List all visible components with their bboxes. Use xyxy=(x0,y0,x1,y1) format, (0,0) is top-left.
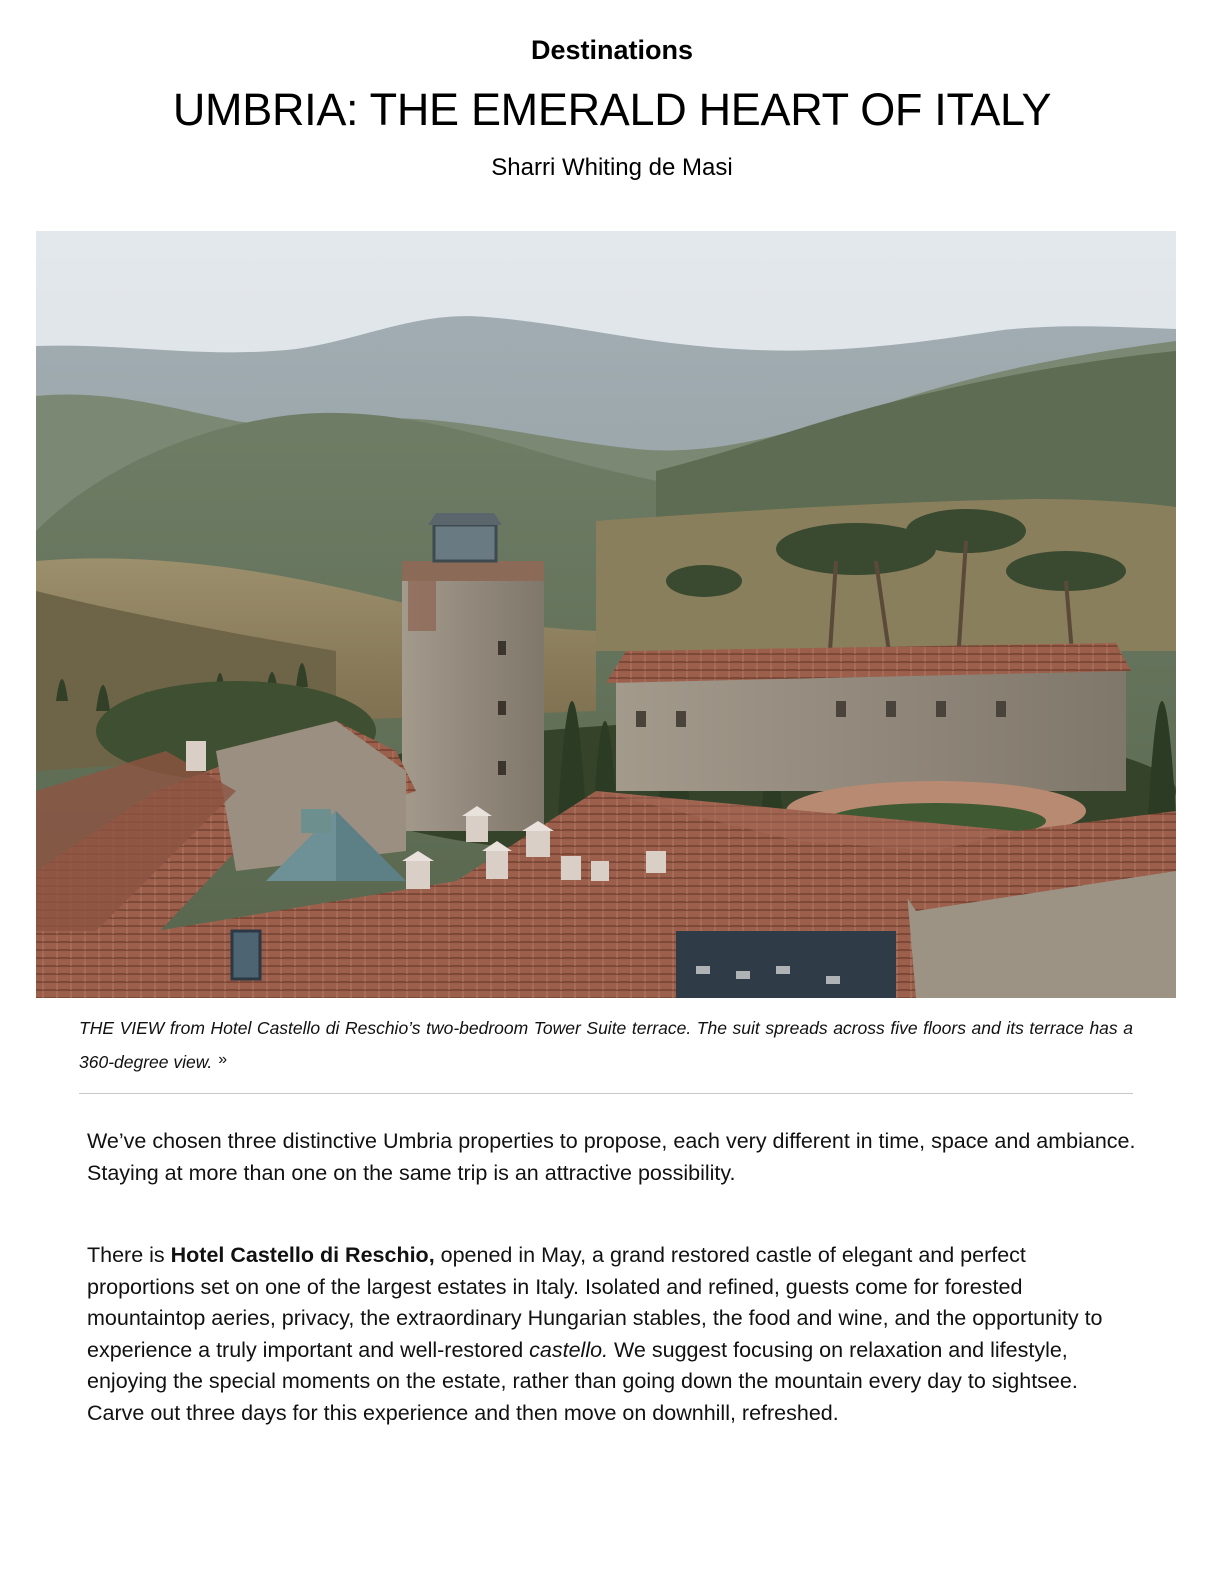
paragraph-lead: There is xyxy=(87,1243,171,1267)
caption-text: THE VIEW from Hotel Castello di Reschio’s two-bedroom Tower Suite terrace. The suit spreads across five floors and its terrace has a 360-degree view. xyxy=(79,1018,1133,1072)
caption-quote-mark: » xyxy=(218,1051,228,1068)
paragraph-end: We suggest focusing on relaxation and lifestyle, enjoying the special moments on the estate, rather than going down the mountain every day to sightsee. Carve out three days for this experience and then move on downhill, refreshed. xyxy=(87,1337,1078,1425)
paragraph-mid: opened in May, a grand restored castle of elegant and perfect proportions set on one of the largest estates in Italy. Isolated and refined, guests come for forested mountaintop aeries, privacy, the extraordinary Hungarian stables, the food and wine, and the opportunity to experience a truly important and well-restored xyxy=(87,1243,1103,1362)
section-divider xyxy=(79,1093,1133,1094)
photo-caption xyxy=(79,1012,1133,1078)
paragraph-italic: castello. xyxy=(529,1337,609,1362)
landscape-illustration xyxy=(36,231,1176,998)
section-kicker: Destinations xyxy=(530,35,694,65)
intro-paragraph: We’ve chosen three distinctive Umbria properties to propose, each very different in time, space and ambiance. Staying at more than one on the same trip is an attractive possibility. xyxy=(87,1129,1136,1185)
article-title: UMBRIA: THE EMERALD HEART OF ITALY xyxy=(172,84,1052,135)
hotel-paragraph xyxy=(87,1240,1137,1429)
author-byline: Sharri Whiting de Masi xyxy=(491,154,733,181)
hotel-name: Hotel Castello di Reschio, xyxy=(170,1243,435,1267)
hero-photo xyxy=(36,231,1176,998)
